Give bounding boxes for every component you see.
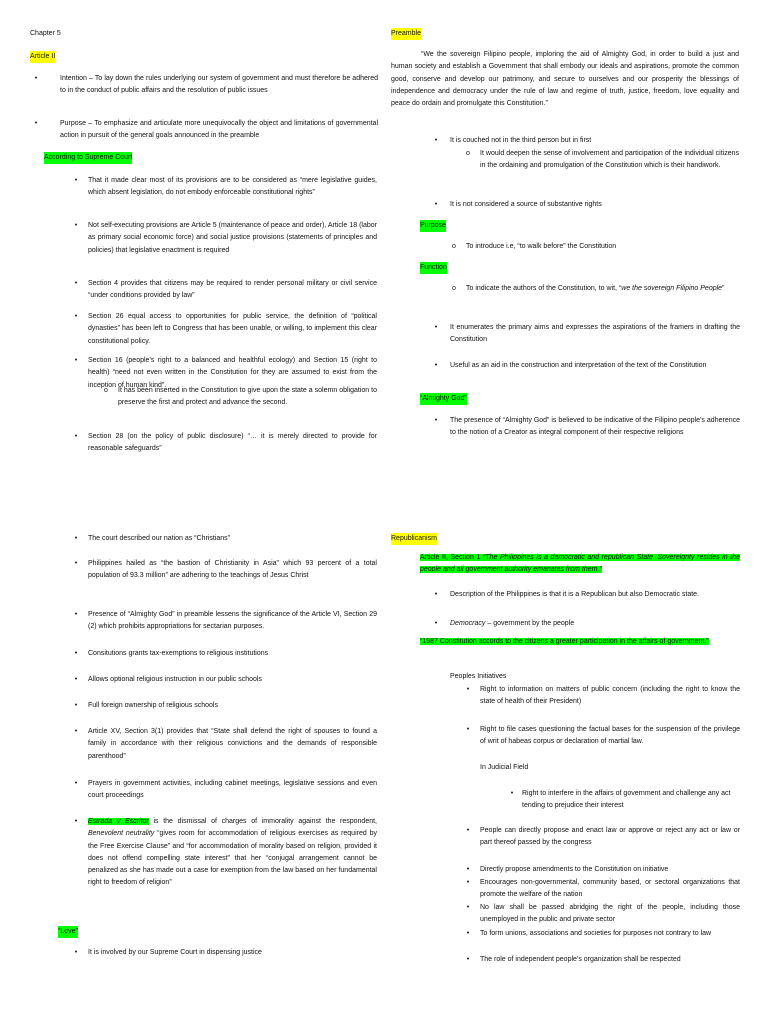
sub-bullet-icon: o: [104, 387, 108, 394]
accord-quote: “1987 Constitution accords to the citizens a greater participation in the affairs of government.”: [420, 638, 709, 645]
preamble-bullet: It is not considered a source of substantive rights: [450, 201, 602, 208]
religion-bullet: Prayers in government activities, including cabinet meetings, legislative sessions and even court proceedings: [88, 780, 377, 800]
bullet-icon: •: [74, 535, 78, 542]
initiatives-label: Peoples Initiatives: [450, 673, 507, 680]
purpose-bullet: Purpose – To emphasize and articulate more unequivocally the object and limitations of governmental action in pursuit of the general goals announced in the preamble: [60, 120, 378, 140]
sub-bullet-icon: o: [452, 285, 456, 292]
bullet-icon: •: [74, 611, 78, 618]
bullet-icon: •: [34, 75, 38, 82]
religion-bullet: Article XV, Section 3(1) provides that “State shall defend the right of spouses to found a family in accordance with their religious convictions and the demands of responsible parenthood”: [88, 728, 377, 760]
bullet-icon: •: [74, 949, 78, 956]
religion-bullet: Consitutions grants tax-exemptions to religious institutions: [88, 650, 269, 657]
bullet-icon: •: [74, 702, 78, 709]
bullet-icon: •: [74, 177, 78, 184]
bullet-icon: •: [466, 866, 470, 873]
judicial-bullet: Right to interfere in the affairs of government and challenge any act tending to prejudice their interest: [522, 790, 731, 810]
page-2: [384, 0, 768, 512]
bullet-icon: •: [434, 591, 438, 598]
preamble-heading: Preamble: [391, 28, 421, 40]
almighty-bullet: The presence of “Almighty God” is believed to be indicative of the Filipino people’s adherence to the notion of a Creator as integral component of their respective religions: [450, 417, 740, 437]
bullet-icon: •: [434, 362, 438, 369]
bullet-icon: •: [466, 930, 470, 937]
list-item: Directly propose amendments to the Constitution on initiative: [480, 866, 669, 873]
religion-bullet: Philippines hailed as “the bastion of Christianity in Asia” which 93 percent of a total population of 93.3 million” are adhering to the teachings of Jesus Christ: [88, 560, 377, 580]
bullet-icon: •: [74, 357, 78, 364]
preamble-bullet: It enumerates the primary aims and expresses the aspirations of the framers in drafting the Constitution: [450, 324, 740, 344]
bullet-icon: •: [434, 417, 438, 424]
bullet-icon: •: [74, 818, 78, 825]
bullet-icon: •: [74, 433, 78, 440]
sub-bullet-icon: o: [452, 243, 456, 250]
list-item: To form unions, associations and societies for purposes not contrary to law: [480, 930, 712, 937]
list-item: The role of independent people’s organization shall be respected: [480, 956, 681, 963]
bullet-icon: •: [74, 728, 78, 735]
bullet-icon: •: [434, 137, 438, 144]
page-3: [0, 512, 384, 1024]
estrada-bullet: Estrada v Escritor is the dismissal of charges of immorality against the respondent, Benevolent neutrality “gives room for accommodation of religious exercises as required by the Free Exercise Clause” and “for accommodation of morality based on religion, provided it does not offend compelling state interest” that her “conjugal arrangement cannot be penalized as she has made out a case for exemption from the law based on her fundamental right to freedom of religion”: [88, 818, 377, 887]
sc-bullet: Section 28 (on the policy of public disclosure) “… it is merely directed to provide for reasonable safeguards”: [88, 433, 377, 453]
bullet-icon: •: [434, 324, 438, 331]
bullet-icon: •: [510, 790, 514, 797]
republic-bullet: Description of the Philippines is that it is a Republican but also Democratic state.: [450, 591, 700, 598]
bullet-icon: •: [74, 676, 78, 683]
sc-bullet: That it made clear most of its provisions are to be considered as “mere legislative guides, which absent legislation, do not embody enforceable constitutional rights”: [88, 177, 377, 197]
republicanism-heading: Republicanism: [391, 533, 437, 545]
initiative-bullet: Right to file cases questioning the factual bases for the suspension of the privilege of writ of habeas corpus or declaration of martial law.: [480, 726, 740, 746]
bullet-icon: •: [74, 560, 78, 567]
bullet-icon: •: [466, 904, 470, 911]
sc-bullet: Section 26 equal access to opportunities for public service, the definition of “political dynasties” has been left to Congress that has been unable, or willing, to implement this clear constitutional policy.: [88, 313, 377, 345]
bullet-icon: •: [466, 686, 470, 693]
religion-bullet: Presence of “Almighty God” in preamble lessens the significance of the Article VI, Section 29 (2) which prohibits appropriations for sectarian purposes.: [88, 611, 377, 631]
bullet-icon: •: [74, 313, 78, 320]
bullet-icon: •: [466, 956, 470, 963]
bullet-icon: •: [466, 827, 470, 834]
bullet-icon: •: [466, 726, 470, 733]
sub-bullet-icon: o: [466, 150, 470, 157]
love-bullet: It is involved by our Supreme Court in dispensing justice: [88, 949, 262, 956]
religion-bullet: The court described our nation as “Christians”: [88, 535, 231, 542]
initiative-bullet: Right to information on matters of public concern (including the right to know the state of health of their President): [480, 686, 740, 706]
article-section-quote: Article II, Section 1 “The Philippines is a democratic and republican State. Sovereignty resides in the people and all government authority emanates from them.”: [420, 554, 741, 574]
bullet-icon: •: [74, 280, 78, 287]
purpose-sub-bullet: To introduce i.e, “to walk before” the Constitution: [466, 243, 617, 250]
bullet-icon: •: [34, 120, 38, 127]
chapter-title: Chapter 5: [30, 30, 61, 37]
according-heading: According to Supreme Court: [44, 152, 132, 164]
list-item: Encourages non-governmental, community based, or sectoral organizations that promote the welfare of the nation: [480, 879, 740, 899]
page-1: [0, 0, 384, 512]
preamble-bullet: Useful as an aid in the construction and interpretation of the text of the Constitution: [450, 362, 707, 369]
judicial-label: In Judicial Field: [480, 764, 529, 771]
function-heading: Function: [420, 262, 447, 274]
sc-sub-bullet: It has been inserted in the Constitution to give upon the state a solemn obligation to preserve the first and protect and advance the second.: [118, 387, 377, 407]
purpose-heading: Purpose: [420, 220, 446, 232]
bullet-icon: •: [466, 879, 470, 886]
preamble-bullet: It is couched not in the third person but in first: [450, 137, 592, 144]
bullet-icon: •: [74, 780, 78, 787]
article-heading: Article II: [30, 51, 55, 63]
almighty-heading: “Almighty God”: [420, 393, 467, 405]
bullet-icon: •: [74, 222, 78, 229]
page-4: [384, 512, 768, 1024]
preamble-text: “We the sovereign Filipino people, imploring the aid of Almighty God, in order to build a just and human society and establish a Government that shall embody our ideals and aspirations, promote the common good, conserve and develop our patrimony, and secure to ourselves and our prosperity the blessings of independence and democracy under the rule of law and regime of truth, justice, freedom, love equality and peace do ordain and promulgate this Constitution.”: [391, 51, 739, 108]
bullet-icon: •: [74, 650, 78, 657]
sc-bullet: Section 4 provides that citizens may be required to render personal military or civil service “under conditions provided by law”: [88, 280, 377, 300]
religion-bullet: Allows optional religious instruction in our public schools: [88, 676, 262, 683]
bullet-icon: •: [434, 201, 438, 208]
initiative-bullet: People can directly propose and enact law or approve or reject any act or law or part thereof passed by the congress: [480, 827, 740, 847]
religion-bullet: Full foreign ownership of religious schools: [88, 702, 218, 709]
list-item: No law shall be passed abridging the right of the people, including those unemployed in the public and private sector: [480, 904, 740, 924]
love-heading: “Love”: [58, 926, 78, 938]
bullet-icon: •: [434, 620, 438, 627]
sc-bullet: Section 16 (people’s right to a balanced and healthful ecology) and Section 15 (right to health) “need not even written in the Constitution for they are assumed to exist from the inception of human kind”.: [88, 357, 377, 389]
preamble-sub-bullet: It would deepen the sense of involvement and participation of the individual citizens in the ordaining and promulgation of the Constitution which is their handiwork.: [480, 150, 739, 170]
intention-bullet: Intention – To lay down the rules underlying our system of government and must therefore be adhered to in the conduct of public affairs and the resolution of public issues: [60, 75, 378, 95]
sc-bullet: Not self-executing provisions are Article 5 (maintenance of peace and order), Article 18 (labor as primary social economic force) and social justice provisions (statements of principles and policies) that legislative enactment is required: [88, 222, 377, 254]
function-sub-bullet: To indicate the authors of the Constitution, to wit, “we the sovereign Filipino People”: [466, 285, 725, 292]
republic-bullet: Democracy – government by the people: [450, 620, 575, 627]
